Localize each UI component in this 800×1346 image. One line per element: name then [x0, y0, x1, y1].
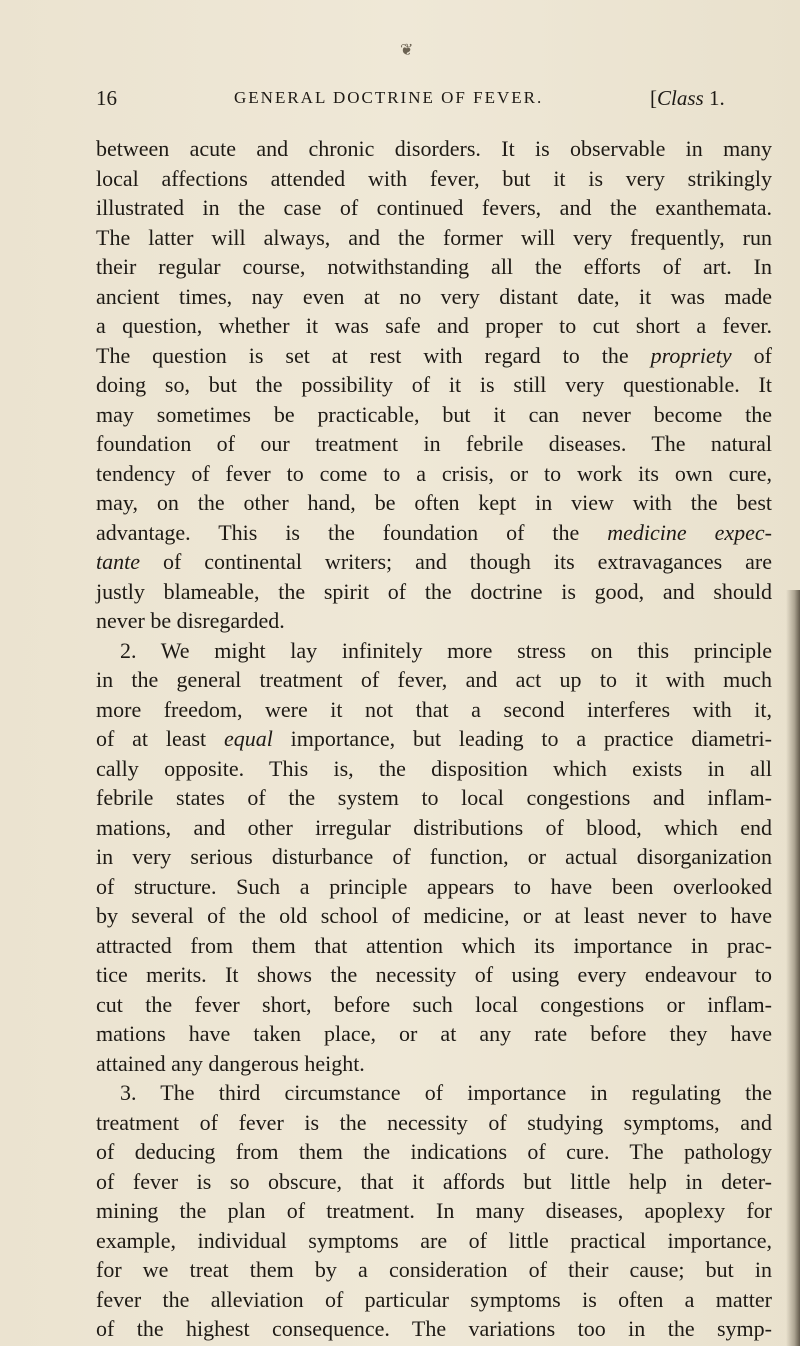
italic-word: propriety: [650, 342, 732, 368]
text-line: cut the fever short, before such local congestions or inflam-: [96, 991, 772, 1017]
text-line: of structure. Such a principle appears to have been overlooked: [96, 873, 772, 899]
text-segment: importance, but leading to a practice diametri-: [290, 726, 772, 751]
running-title: GENERAL DOCTRINE OF FEVER.: [234, 88, 544, 107]
text-segment: The question is set at rest with regard to the: [96, 342, 629, 368]
page-edge-shadow: [786, 590, 800, 1346]
text-line: example, individual symptoms are of little practical importance,: [96, 1227, 772, 1253]
text-line: [96, 724, 772, 754]
italic-word: tante: [96, 549, 140, 574]
text-line: of deducing from them the indications of cure. The pathology: [96, 1139, 772, 1164]
text-line: never be disregarded.: [96, 608, 285, 633]
class-number: 1.: [708, 86, 725, 110]
text-line: justly blameable, the spirit of the doctrine is good, and should: [96, 578, 772, 604]
text-line: a question, whether it was safe and proper to cut short a fever.: [96, 313, 772, 338]
text-line: [96, 341, 772, 371]
text-line: tice merits. It shows the necessity of using every endeavour to: [96, 962, 772, 987]
text-line: in very serious disturbance of function, or actual disorganization: [96, 844, 772, 869]
ink-mark: ❦: [400, 42, 414, 59]
text-line: ancient times, nay even at no very distant date, it was made: [96, 283, 772, 309]
text-line: of the highest consequence. The variations too in the symp-: [96, 1316, 772, 1341]
text-line: of fever is so obscure, that it affords but little help in deter-: [96, 1168, 772, 1194]
italic-word: medicine expec-: [607, 519, 772, 545]
text-segment: of: [753, 342, 772, 368]
text-line: between acute and chronic disorders. It is observable in many: [96, 136, 772, 161]
text-line: illustrated in the case of continued fevers, and the exanthemata.: [96, 195, 772, 220]
italic-word: equal: [223, 726, 273, 751]
text-line: mations, and other irregular distributions of blood, which end: [96, 814, 772, 840]
text-line: mining the plan of treatment. In many diseases, apoplexy for: [96, 1198, 772, 1223]
text-segment: advantage. This is the foundation of the: [96, 519, 580, 545]
text-line: fever the alleviation of particular symptoms is often a matter: [96, 1286, 772, 1312]
page-number: 16: [96, 86, 117, 110]
text-line: attracted from them that attention which its importance in prac-: [96, 932, 772, 958]
text-line: [96, 518, 772, 548]
text-line: attained any dangerous height.: [96, 1050, 365, 1076]
body-text: [96, 134, 772, 1344]
text-line: local affections attended with fever, but it is very strikingly: [96, 165, 772, 191]
class-label: Class: [657, 86, 704, 110]
text-line: [96, 547, 772, 577]
text-segment: of at least: [96, 726, 207, 751]
text-line: treatment of fever is the necessity of studying symptoms, and: [96, 1109, 772, 1135]
running-head: [96, 86, 772, 120]
text-line: cally opposite. This is, the disposition which exists in all: [96, 755, 772, 781]
text-line: doing so, but the possibility of it is still very questionable. It: [96, 372, 772, 397]
paragraph-start: 2. We might lay infinitely more stress on this principle: [120, 637, 772, 663]
paragraph-start: 3. The third circumstance of importance in regulating the: [120, 1080, 772, 1105]
text-line: for we treat them by a consideration of their cause; but in: [96, 1257, 772, 1282]
text-line: more freedom, were it not that a second interferes with it,: [96, 696, 772, 722]
text-line: by several of the old school of medicine, or at least never to have: [96, 903, 772, 928]
text-segment: of continental writers; and though its extravagances are: [162, 549, 772, 574]
class-bracket: [: [650, 86, 657, 110]
text-line: may, on the other hand, be often kept in view with the best: [96, 490, 772, 515]
text-line: in the general treatment of fever, and act up to it with much: [96, 667, 772, 692]
text-line: The latter will always, and the former will very frequently, run: [96, 224, 772, 250]
class-marker: [650, 86, 725, 111]
text-line: foundation of our treatment in febrile diseases. The natural: [96, 431, 772, 456]
text-line: tendency of fever to come to a crisis, or to work its own cure,: [96, 460, 772, 486]
text-line: may sometimes be practicable, but it can never become the: [96, 401, 772, 427]
text-line: mations have taken place, or at any rate before they have: [96, 1021, 772, 1046]
text-line: their regular course, notwithstanding all the efforts of art. In: [96, 254, 772, 279]
text-line: febrile states of the system to local congestions and inflam-: [96, 785, 772, 810]
